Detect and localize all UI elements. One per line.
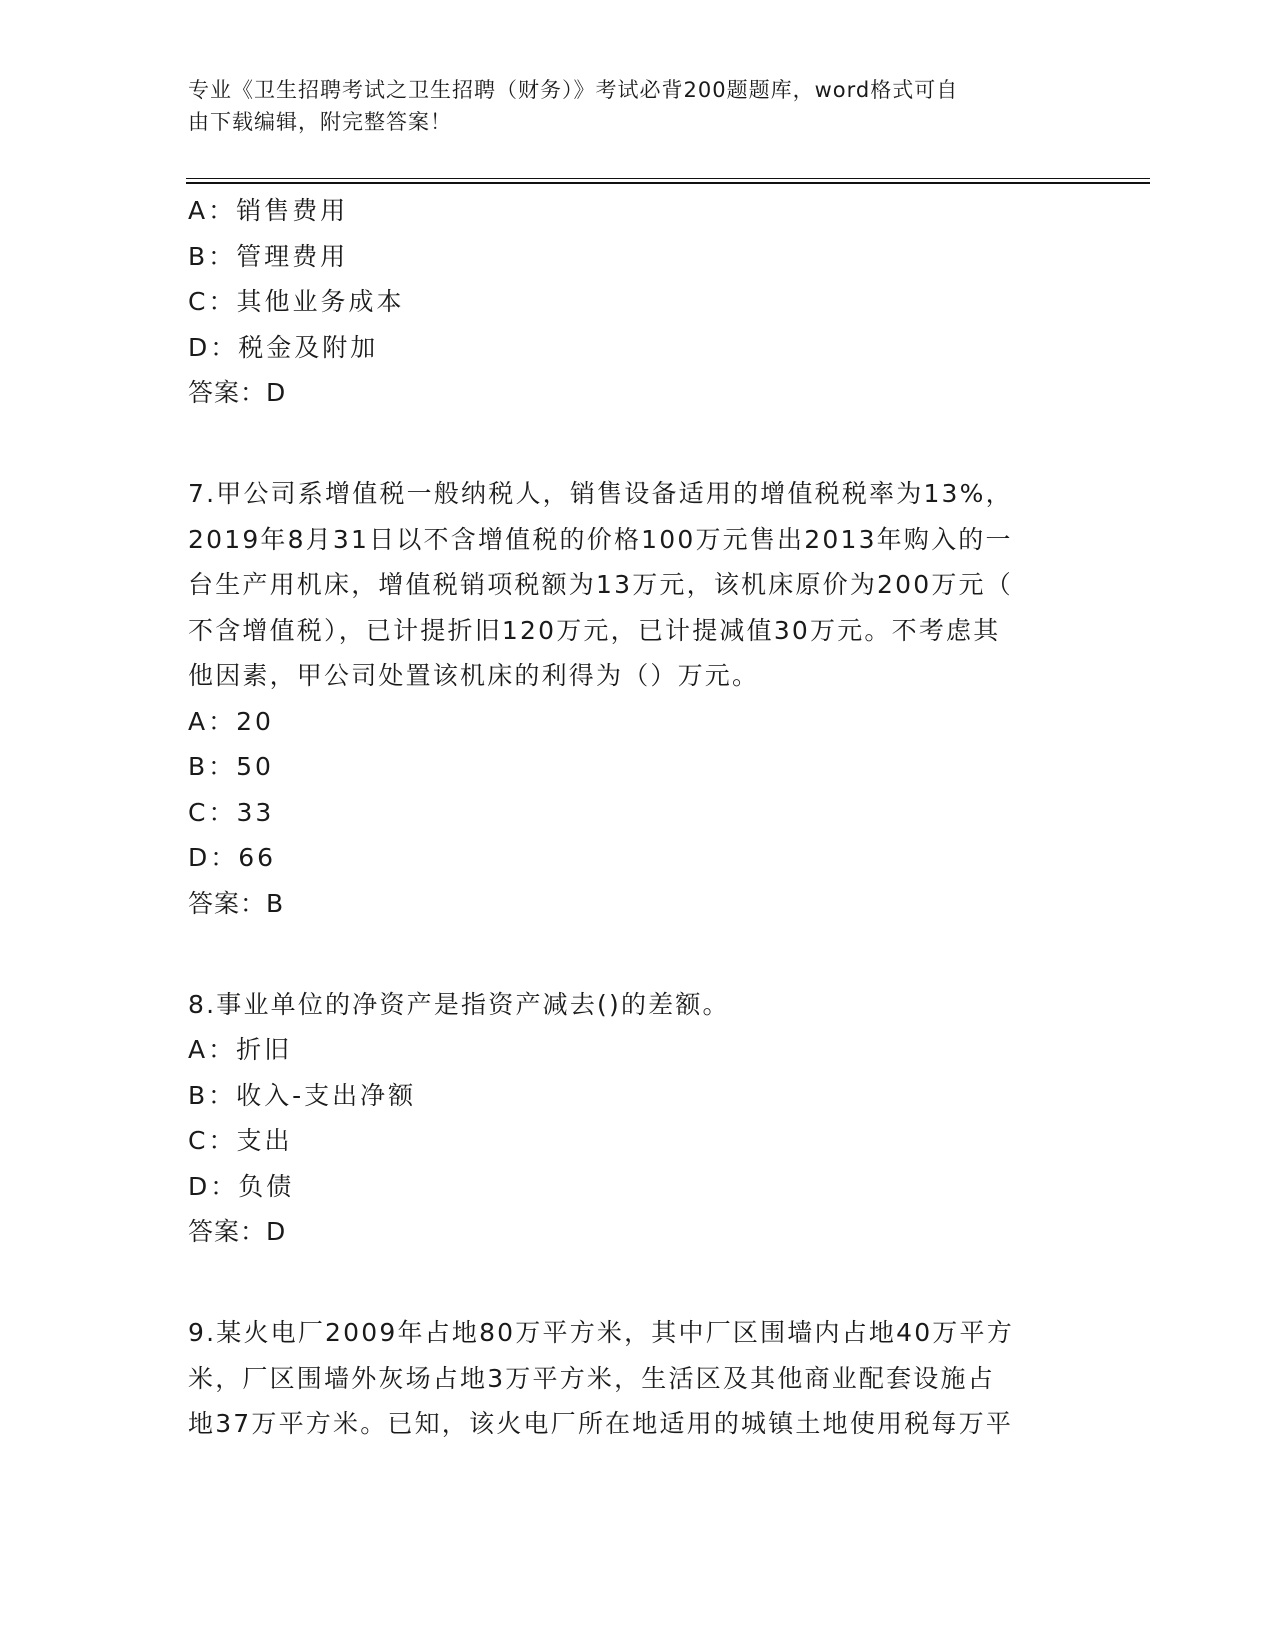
option-c: C：其他业务成本	[188, 287, 405, 316]
document-header	[188, 74, 1068, 138]
option-d: D：负债	[188, 1171, 295, 1201]
option-c: C：支出	[188, 1126, 293, 1155]
question-text-line: 他因素，甲公司处置该机床的利得为（）万元。	[188, 661, 760, 690]
question-text-line: 7.甲公司系增值税一般纳税人，销售设备适用的增值税税率为13%，	[188, 479, 1013, 508]
question-text-line: 2019年8月31日以不含增值税的价格100万元售出2013年购入的一	[188, 524, 1013, 554]
option-c: C：33	[188, 797, 275, 827]
option-b: B：50	[188, 752, 274, 781]
question-6-tail	[188, 188, 1088, 416]
option-d: D：66	[188, 843, 277, 872]
option-a: A：20	[188, 706, 274, 736]
header-rule-thick	[186, 182, 1150, 184]
question-content	[188, 188, 1088, 1447]
answer: 答案：D	[188, 378, 287, 407]
option-b: B：收入-支出净额	[188, 1080, 417, 1110]
option-a: A：折旧	[188, 1035, 293, 1064]
question-text-line: 地37万平方米。已知，该火电厂所在地适用的城镇土地使用税每万平	[188, 1409, 1014, 1438]
header-title-line-2: 由下载编辑，附完整答案！	[188, 110, 452, 134]
question-text-line: 不含增值税），已计提折旧120万元，已计提减值30万元。不考虑其	[188, 615, 1001, 645]
option-d: D：税金及附加	[188, 332, 379, 362]
answer: 答案：D	[188, 1217, 287, 1246]
option-b: B：管理费用	[188, 241, 349, 271]
question-text-line: 9.某火电厂2009年占地80万平方米，其中厂区围墙内占地40万平方	[188, 1318, 1014, 1347]
header-rule-thin	[186, 178, 1150, 179]
header-title-line-1: 专业《卫生招聘考试之卫生招聘（财务）》考试必背200题题库，word格式可自	[188, 78, 959, 102]
question-8	[188, 982, 1088, 1255]
option-a: A：销售费用	[188, 196, 349, 225]
answer: 答案：B	[188, 888, 285, 918]
question-7	[188, 471, 1088, 926]
question-9	[188, 1310, 1088, 1447]
question-text-line: 台生产用机床，增值税销项税额为13万元，该机床原价为200万元（	[188, 570, 1013, 599]
question-text-line: 8.事业单位的净资产是指资产减去()的差额。	[188, 989, 730, 1019]
question-text-line: 米，厂区围墙外灰场占地3万平方米，生活区及其他商业配套设施占	[188, 1363, 995, 1393]
